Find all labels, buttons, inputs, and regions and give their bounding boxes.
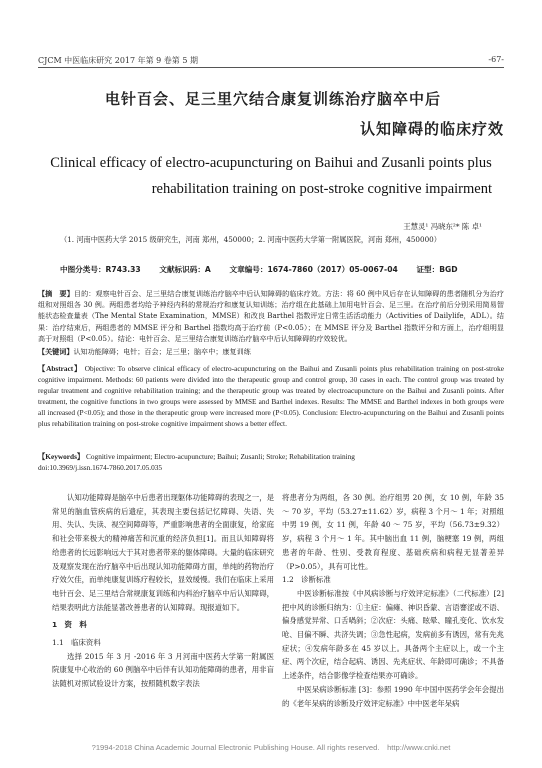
body-left-column xyxy=(52,491,274,691)
running-header xyxy=(38,55,504,66)
dementia-criteria-paragraph: 中医呆病诊断标准 [3]：参照 1990 年中国中医药学会年会提出的《老年呆病的诊断及疗效评定标准》中中医老年呆病 xyxy=(282,684,504,708)
section-heading-materials: 1 资 料 xyxy=(52,620,87,630)
clinical-data-paragraph: 选择 2015 年 3 月 -2016 年 3 月河南中医药大学第一附属医院康复中心收治的 60 例脑卒中后伴有认知功能障碍的患者，用非盲法随机对照试验设计方案，按照随机数字表法 xyxy=(52,651,274,689)
journal-name: CJCM 中医临床研究 2017 年第 9 卷第 5 期 xyxy=(38,56,198,65)
abstract-en-text: Objective: To observe clinical efficacy of electro-acupuncturing on the Baihui and Zusanli points plus rehabilitation training on post-stroke cognitive impairment. Methods: 60 patients were divided into the therapeutic group and control group, 30 cases in each. The control group was treated by regular treatment and cognitive rehabilitation training; and the therapeutic group was treated by electroacupuncture on the Baihui and Zusanli points. After treatment, the cognitive functions in two groups were assessed by MMSE and Barthel indexes. Results: The MMSE and Barthel indexes in both groups were all increased (P<0.05); and those in the therapeutic group were increased more (P<0.05). Conclusion: Electro-acupuncturing on the Baihui and Zusanli points plus rehabilitation training on post-stroke cognitive impairment shows a better effect. xyxy=(38,364,504,428)
keywords-en-label: 【Keywords】 xyxy=(38,452,85,461)
keywords-zh-label: 【关键词】 xyxy=(38,347,74,356)
abstract-en xyxy=(38,363,504,429)
affiliation: （1. 河南中医药大学 2015 级研究生，河南 郑州，450000；2. 河南中医药大学第一附属医院，河南 郑州，450000） xyxy=(60,235,441,244)
intro-paragraph: 认知功能障碍是脑卒中后患者出现躯体功能障碍的表现之一，是常见的脑血管疾病的后遗症，其表现主要包括记忆障碍、失语、失用、失认、失读、视空间障碍等，严重影响患者的全面康复，给家庭和社会带来极大的精神痛苦和沉重的经济负担[1]。而且认知障碍将给患者的长远影响远大于其对患者带来的躯体障碍。大量的临床研究及观察发现在治疗脑卒中后出现认知功能障碍方面，单纯的药物治疗疗效欠佳，而单纯康复训练疗程较长，显效缓慢。我们在临床上采用电针百会、足三里结合常规康复训练和内科治疗脑卒中后认知障碍，结果表明此方法能显著改善患者的认知障碍。现报道如下。 xyxy=(52,493,274,612)
authors: 王慧灵¹ 冯晓东²* 陈 卓¹ xyxy=(403,222,482,231)
certification: 证型：BGD xyxy=(416,265,458,274)
title-en-line2: rehabilitation training on post-stroke cognitive impairment xyxy=(151,181,492,197)
document-code: 文献标识码：A xyxy=(159,265,211,274)
header-rule xyxy=(38,67,504,68)
keywords-en xyxy=(38,451,504,473)
clc-number: 中图分类号：R743.33 xyxy=(60,265,141,274)
abstract-en-label: 【Abstract】 xyxy=(38,364,83,373)
subsection-heading-clinical-data: 1.1 临床资料 xyxy=(52,638,101,648)
body-right-column xyxy=(282,491,504,710)
grouping-paragraph: 将患者分为两组，各 30 例。治疗组男 20 例，女 10 例，年龄 35 ～ 70 岁，平均（53.27±11.62）岁，病程 3 个月～ 1 年；对照组中男 19 例，女 11 例，年龄 40 ～ 75 岁，平均（56.73±9.32）岁，病程 3 个月～ 1 年。其中脑出血 11 例，脑梗塞 19 例，两组患者的年龄、性别、受教育程度、基础疾病和病程无显著差异（P>0.05），具有可比性。 xyxy=(282,493,504,571)
diagnosis-paragraph: 中医诊断标准按《中风病诊断与疗效评定标准》（二代标准）[2] 把中风的诊断归纳为：①主症：偏瘫、神识昏蒙、言语謇涩或不语、偏身感觉异常、口舌喎斜；②次症：头痛、眩晕、瞳孔变化、饮水发呛、目偏不瞬、共济失调；③急性起病，发病前多有诱因，常有先兆症状；④发病年龄多在 45 岁以上。具备两个主症以上，或一个主症、两个次症，结合起病、诱因、先兆症状、年龄即可确诊；不具备上述条件，结合影像学检查结果亦可确诊。 xyxy=(282,588,504,681)
abstract-zh-label: 【摘 要】 xyxy=(38,289,74,298)
article-meta xyxy=(60,264,500,275)
keywords-en-text: Cognitive impairment; Electro-acupuncture; Baihui; Zusanli; Stroke; Rehabilitation training xyxy=(86,452,355,461)
title-en-line1: Clinical efficacy of electro-acupuncturing on Baihui and Zusanli points plus xyxy=(50,155,492,171)
subsection-heading-diagnosis: 1.2 诊断标准 xyxy=(282,575,331,585)
title-zh-line1: 电针百会、足三里穴结合康复训练治疗脑卒中后 xyxy=(104,90,441,108)
copyright-footer: ?1994-2018 China Academic Journal Electronic Publishing House. All rights reserved. http://www.cnki.net xyxy=(91,743,451,752)
article-number: 文章编号：1674-7860（2017）05-0067-04 xyxy=(229,265,398,274)
abstract-zh-text: 目的：观察电针百会、足三里结合康复训练治疗脑卒中后认知障碍的临床疗效。方法：将 60 例中风后存在认知障碍的患者随机分为治疗组和对照组各 30 例。两组患者均给予神经内科的常规治疗和康复认知训练；治疗组在此基础上加用电针百会、足三里。在治疗前后分别采用简易智能状态检查量表（The Mental State Examination，MMSE）和改良 Barthel 指数评定日常生活活动能力（Activities of Dailylife，ADL）。结果：治疗结束后，两组患者的 MMSE 评分和 Barthel 指数均高于治疗前（P<0.05）；在 MMSE 评分及 Barthel 指数评分和方面上，治疗组明显高于对照组（P<0.05）。结论：电针百会、足三里结合康复训练治疗脑卒中后认知障碍的疗效较优。 xyxy=(38,289,504,343)
keywords-zh xyxy=(38,346,504,357)
title-zh-line2: 认知障碍的临床疗效 xyxy=(359,120,504,138)
abstract-zh xyxy=(38,288,504,344)
page-number: -67- xyxy=(488,55,504,64)
keywords-zh-text: 认知功能障碍；电针；百会；足三里；脑卒中；康复训练 xyxy=(73,347,251,356)
doi: doi:10.3969/j.issn.1674-7860.2017.05.035 xyxy=(38,463,163,472)
